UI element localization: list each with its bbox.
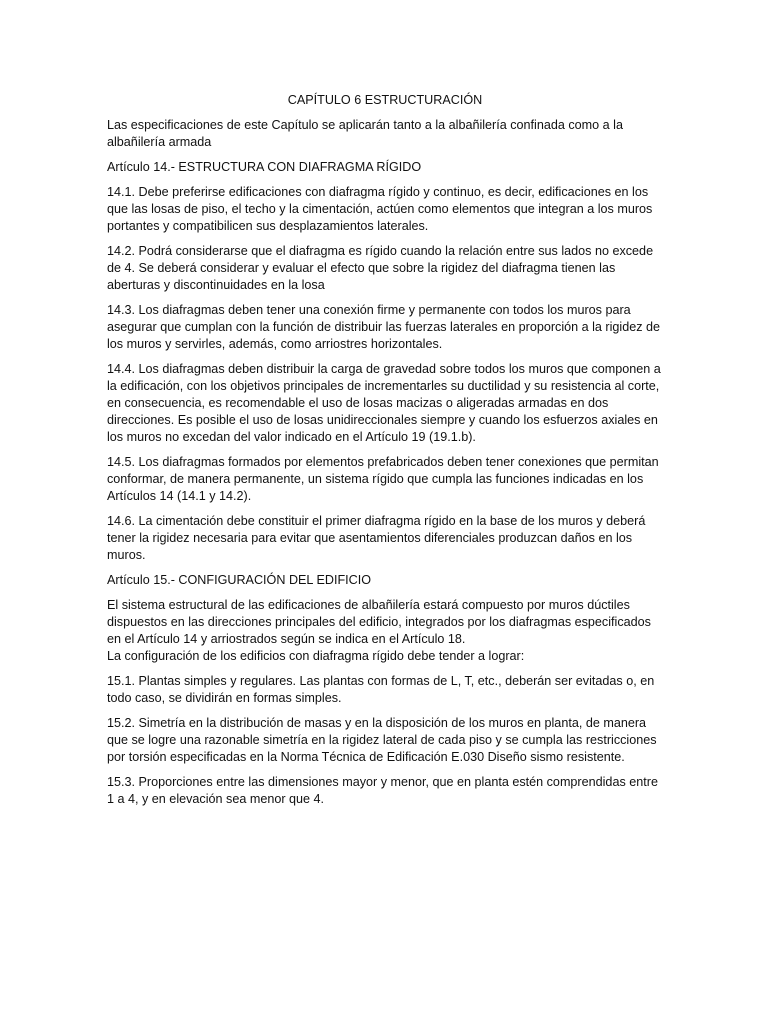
paragraph-15-2: 15.2. Simetría en la distribución de masas y en la disposición de los muros en planta, de manera que se logre una razonable simetría en la rigidez lateral de cada piso y se cumpla las restricciones por torsión especificadas en la Norma Técnica de Edificación E.030 Diseño sismo resistente. — [107, 716, 657, 764]
paragraph-14-2: 14.2. Podrá considerarse que el diafragma es rígido cuando la relación entre sus lados no excede de 4. Se deberá considerar y evaluar el efecto que sobre la rigidez del diafragma tienen las aberturas y discontinuidades en la losa — [107, 244, 654, 292]
paragraph-15-1: 15.1. Plantas simples y regulares. Las plantas con formas de L, T, etc., deberán ser evitadas o, en todo caso, se dividirán en formas simples. — [107, 674, 655, 705]
paragraph-14-5: 14.5. Los diafragmas formados por elementos prefabricados deben tener conexiones que permitan conformar, de manera permanente, un sistema rígido que cumpla las funciones indicadas en los Artículos 14 (14.1 y 14.2). — [107, 455, 659, 503]
article-15-intro-2: La configuración de los edificios con diafragma rígido debe tender a lograr: — [107, 649, 525, 663]
document-body — [107, 92, 663, 816]
paragraph-14-4: 14.4. Los diafragmas deben distribuir la carga de gravedad sobre todos los muros que componen a la edificación, con los objetivos principales de incrementarles su ductilidad y su resistencia al corte, en consecuencia, es recomendable el uso de losas macizas o aligeradas armadas en dos direcciones. Es posible el uso de losas unidireccionales siempre y cuando los esfuerzos axiales en los muros no excedan del valor indicado en el Artículo 19 (19.1.b). — [107, 362, 661, 444]
chapter-intro: Las especificaciones de este Capítulo se aplicarán tanto a la albañilería confinada como a la albañilería armada — [107, 118, 623, 149]
paragraph-14-6: 14.6. La cimentación debe constituir el primer diafragma rígido en la base de los muros y deberá tener la rigidez necesaria para evitar que asentamientos diferenciales produzcan daños en los muros. — [107, 514, 646, 562]
article-15-intro-1: El sistema estructural de las edificaciones de albañilería estará compuesto por muros dúctiles dispuestos en las direcciones principales del edificio, integrados por los diafragmas especificados en el Artículo 14 y arriostrados según se indica en el Artículo 18. — [107, 598, 651, 646]
paragraph-14-1: 14.1. Debe preferirse edificaciones con diafragma rígido y continuo, es decir, edificaciones en los que las losas de piso, el techo y la cimentación, actúen como elementos que integran a los muros portantes y compatibilicen sus desplazamientos laterales. — [107, 185, 653, 233]
chapter-title: CAPÍTULO 6 ESTRUCTURACIÓN — [287, 93, 483, 107]
paragraph-15-3: 15.3. Proporciones entre las dimensiones mayor y menor, que en planta estén comprendidas entre 1 a 4, y en elevación sea menor que 4. — [107, 775, 658, 806]
article-14-heading: Artículo 14.- ESTRUCTURA CON DIAFRAGMA RÍGIDO — [107, 160, 422, 174]
article-15-heading: Artículo 15.- CONFIGURACIÓN DEL EDIFICIO — [107, 573, 372, 587]
paragraph-14-3: 14.3. Los diafragmas deben tener una conexión firme y permanente con todos los muros para asegurar que cumplan con la función de distribuir las fuerzas laterales en proporción a la rigidez de los muros y servirles, además, como arriostres horizontales. — [107, 303, 661, 351]
